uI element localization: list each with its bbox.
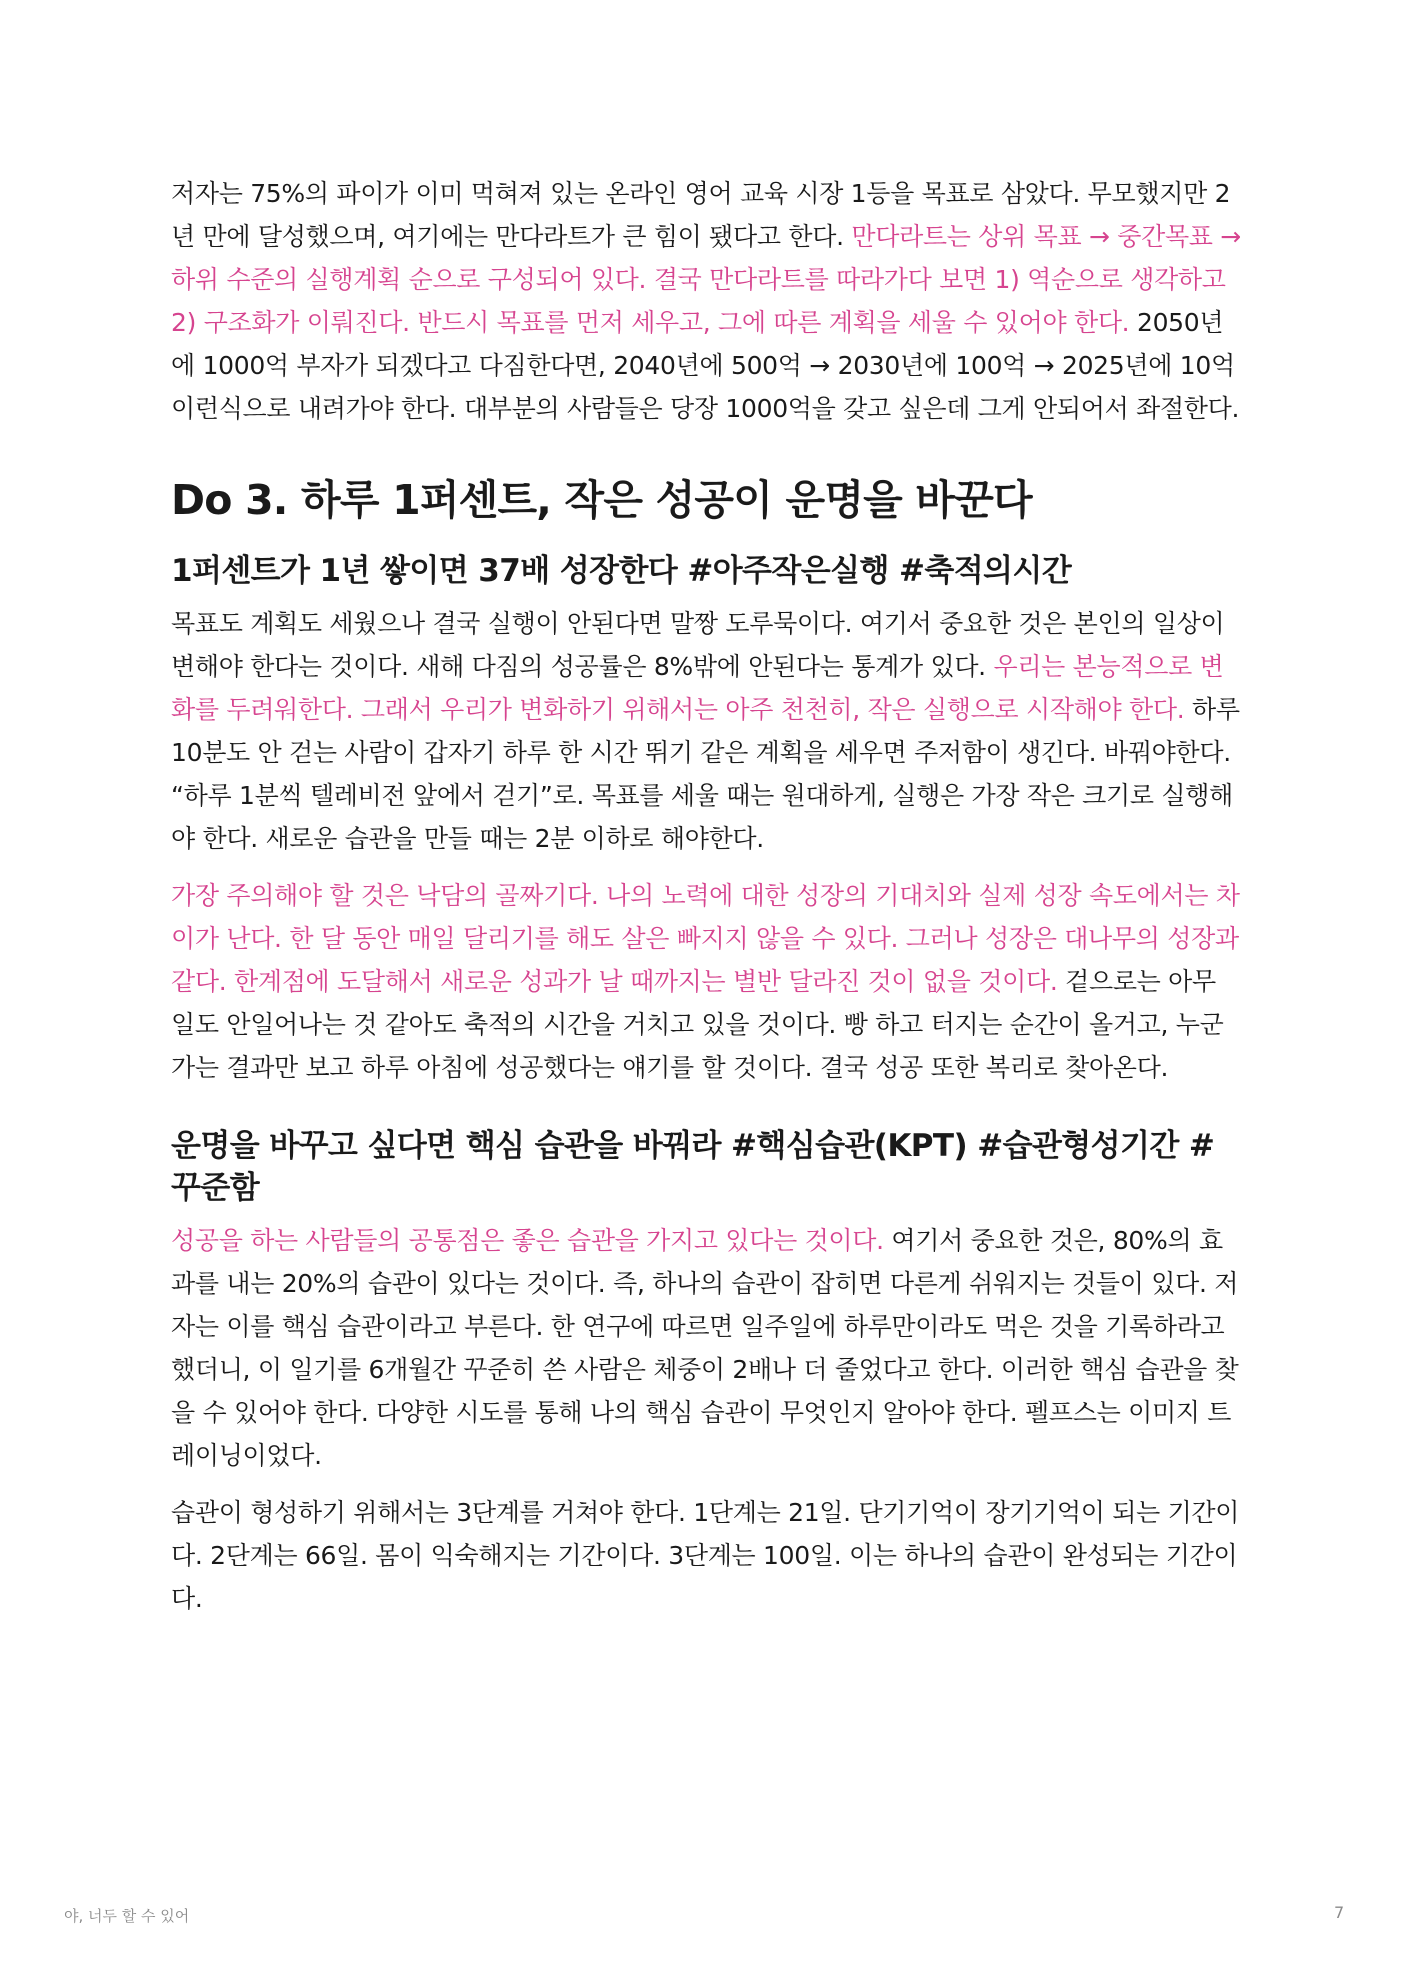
sub2-paragraph-2: 습관이 형성하기 위해서는 3단계를 거쳐야 한다. 1단계는 21일. 단기기억이 장기기억이 되는 기간이다. 2단계는 66일. 몸이 익숙해지는 기간이다. 3단계는 100일. 이는 하나의 습관이 완성되는 기간이다.: [171, 1498, 1240, 1613]
sub1-p2-highlight: 가장 주의해야 할 것은 낙담의 골짜기다. 나의 노력에 대한 성장의 기대치와 실제 성장 속도에서는 차이가 난다. 한 달 동안 매일 달리기를 해도 살은 빠지지 않을 수 있다. 그러나 성장은 대나무의 성장과 같다. 한계점에 도달해서 새로운 성과가 날 때까지는 별반 달라진 것이 없을 것이다.: [171, 881, 1240, 996]
sub1-p1-text-2: 하루 10분도 안 걷는 사람이 갑자기 하루 한 시간 뛰기 같은 계획을 세우면 주저함이 생긴다. 바꿔야한다. “하루 1분씩 텔레비전 앞에서 걷기”로. 목표를 세울 때는 원대하게, 실행은 가장 작은 크기로 실행해야 한다. 새로운 습관을 만들 때는 2분 이하로 해야한다.: [171, 695, 1240, 853]
sub1-p1-highlight: 우리는 본능적으로 변화를 두려워한다. 그래서 우리가 변화하기 위해서는 아주 천천히, 작은 실행으로 시작해야 한다.: [171, 652, 1224, 724]
sub1-paragraph-2: [171, 874, 1241, 1089]
intro-text-1: 저자는 75%의 파이가 이미 먹혀져 있는 온라인 영어 교육 시장 1등을 목표로 삼았다. 무모했지만 2년 만에 달성했으며, 여기에는 만다라트가 큰 힘이 됐다고 한다.: [171, 179, 1231, 251]
subsection-heading-2: 운명을 바꾸고 싶다면 핵심 습관을 바꿔라 #핵심습관(KPT) #습관형성기간 #꾸준함: [171, 1128, 1215, 1206]
section-heading: Do 3. 하루 1퍼센트, 작은 성공이 운명을 바꾼다: [171, 476, 1032, 524]
sub1-p1-text-1: 목표도 계획도 세웠으나 결국 실행이 안된다면 말짱 도루묵이다. 여기서 중요한 것은 본인의 일상이 변해야 한다는 것이다. 새해 다짐의 성공률은 8%밖에 안된다는 통계가 있다.: [171, 609, 1225, 681]
intro-highlight: 만다라트는 상위 목표 → 중간목표 → 하위 수준의 실행계획 순으로 구성되어 있다. 결국 만다라트를 따라가다 보면 1) 역순으로 생각하고 2) 구조화가 이뤄진다. 반드시 목표를 먼저 세우고, 그에 따른 계획을 세울 수 있어야 한다.: [171, 222, 1241, 337]
page-content: [171, 172, 1241, 1620]
footer-book-title: 야, 너두 할 수 있어: [64, 1907, 190, 1925]
intro-text-2: 2050년에 1000억 부자가 되겠다고 다짐한다면, 2040년에 500억 → 2030년에 100억 → 2025년에 10억 이런식으로 내려가야 한다. 대부분의 사람들은 당장 1000억을 갖고 싶은데 그게 안되어서 좌절한다.: [171, 308, 1240, 423]
sub2-p1-highlight: 성공을 하는 사람들의 공통점은 좋은 습관을 가지고 있다는 것이다.: [171, 1226, 884, 1255]
sub2-paragraph-1: [171, 1219, 1241, 1477]
sub2-p1-text-1: 여기서 중요한 것은, 80%의 효과를 내는 20%의 습관이 있다는 것이다. 즉, 하나의 습관이 잡히면 다른게 쉬워지는 것들이 있다. 저자는 이를 핵심 습관이라고 부른다. 한 연구에 따르면 일주일에 하루만이라도 먹은 것을 기록하라고 했더니, 이 일기를 6개월간 꾸준히 쓴 사람은 체중이 2배나 더 줄었다고 한다. 이러한 핵심 습관을 찾을 수 있어야 한다. 다양한 시도를 통해 나의 핵심 습관이 무엇인지 알아야 한다. 펠프스는 이미지 트레이닝이었다.: [171, 1226, 1239, 1470]
sub1-p2-text-1: 겉으로는 아무 일도 안일어나는 것 같아도 축적의 시간을 거치고 있을 것이다. 빵 하고 터지는 순간이 올거고, 누군가는 결과만 보고 하루 아침에 성공했다는 얘기를 할 것이다. 결국 성공 또한 복리로 찾아온다.: [171, 967, 1224, 1082]
intro-paragraph: [171, 172, 1241, 430]
subsection-heading-1: 1퍼센트가 1년 쌓이면 37배 성장한다 #아주작은실행 #축적의시간: [171, 553, 1072, 589]
footer-page-number: 7: [1334, 1903, 1345, 1922]
sub1-paragraph-1: [171, 602, 1241, 860]
